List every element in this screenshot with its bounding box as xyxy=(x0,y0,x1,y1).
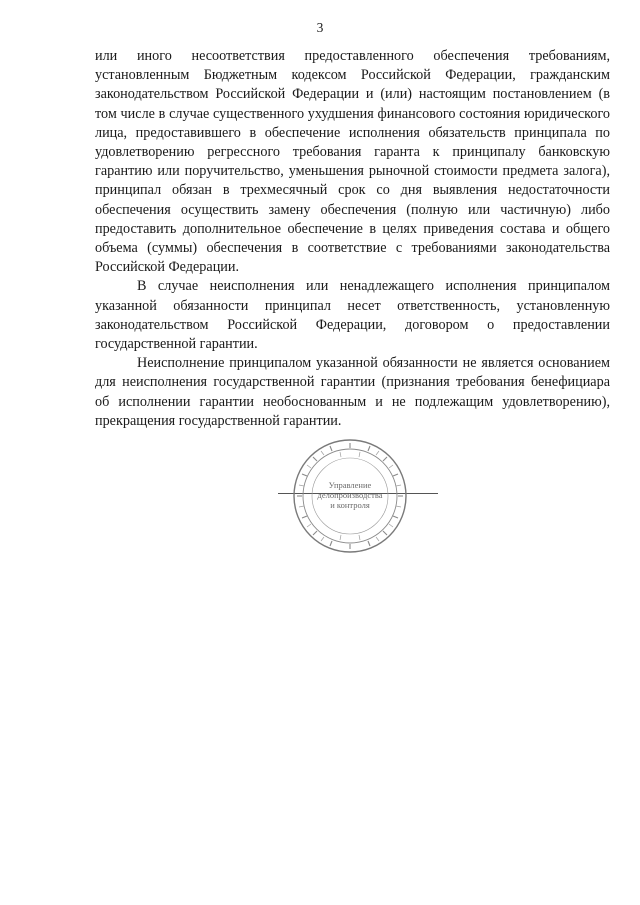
stamp-line-2: делопроизводства xyxy=(317,490,383,500)
page-number: 3 xyxy=(316,20,324,35)
stamp-line-1: Управление xyxy=(328,480,372,490)
paragraph-3: Неисполнение принципалом указанной обязанности не является основанием для неисполнения государственной гарантии (признания требования бенефициара об исполнении гарантии необоснованным и не подлежащим удовлетворению), прекращения государственной гарантии. xyxy=(95,355,610,429)
stamp-line-3: и контроля xyxy=(330,500,370,510)
paragraph-2: В случае неисполнения или ненадлежащего исполнения принципалом указанной обязанности принципал несет ответственность, установленную законодательством Российской Федерации, договором о предоставлении государственной гарантии. xyxy=(95,278,610,353)
paragraph-1: или иного несоответствия предоставленного обеспечения требованиям, установленным Бюджетным кодексом Российской Федерации, гражданским законодательством Российской Федерации и (или) настоящим постановлением (в том числе в случае существенного ухудшения финансового состояния юридического лица, предоставившего в обеспечение исполнения обязательств принципала по удовлетворению регрессного требования гаранта к принципалу банковскую гарантию или поручительство, уменьшения рыночной стоимости предмета залога), принципал обязан в трехмесячный срок со дня выявления недостаточности обеспечения осуществить замену обеспечения (полную или частичную) либо предоставить дополнительное обеспечение в целях приведения состава и общего объема (суммы) обеспечения в соответствие с требованиями законодательства Российской Федерации. xyxy=(95,48,610,276)
stamp-text xyxy=(302,480,398,510)
official-stamp xyxy=(278,436,438,556)
document-body xyxy=(95,47,610,431)
